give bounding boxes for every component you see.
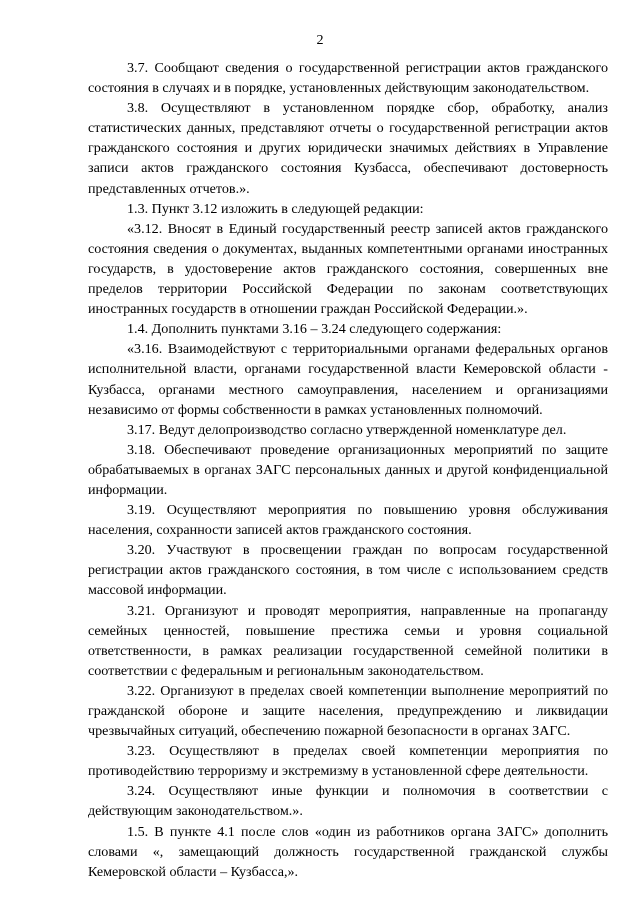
paragraph-1-5: 1.5. В пункте 4.1 после слов «один из работников органа ЗАГС» дополнить словами «, замещающий должность государственной гражданской службы Кемеровской области – Кузбасса,». (88, 823, 608, 880)
paragraph-3-12: «3.12. Вносят в Единый государственный реестр записей актов гражданского состояния сведения о документах, выданных компетентными органами иностранных государств, в удостоверение актов гражданского состояния, совершенных вне пределов территории Российской Федерации по законам соответствующих иностранных государств в отношении граждан Российской Федерации.». (88, 220, 608, 318)
page-number: 2 (316, 32, 324, 48)
document-body (88, 58, 608, 882)
paragraph-3-18: 3.18. Обеспечивают проведение организационных мероприятий по защите обрабатываемых в органах ЗАГС персональных данных и другой конфиденциальной информации. (88, 441, 608, 498)
paragraph-1-3: 1.3. Пункт 3.12 изложить в следующей редакции: (127, 200, 424, 217)
paragraph-3-24: 3.24. Осуществляют иные функции и полномочия в соответствии с действующим законодательством.». (88, 783, 608, 820)
paragraph-3-19: 3.19. Осуществляют мероприятия по повышению уровня обслуживания населения, сохранности записей актов гражданского состояния. (88, 502, 608, 539)
paragraph-1-4: 1.4. Дополнить пунктами 3.16 – 3.24 следующего содержания: (127, 321, 502, 338)
paragraph-3-17: 3.17. Ведут делопроизводство согласно утвержденной номенклатуре дел. (127, 421, 567, 438)
paragraph-3-23: 3.23. Осуществляют в пределах своей компетенции мероприятия по противодействию терроризму и экстремизму в установленной сфере деятельности. (88, 743, 608, 780)
paragraph-3-21: 3.21. Организуют и проводят мероприятия, направленные на пропаганду семейных ценностей, повышение престижа семьи и уровня социальной ответственности, в рамках реализации государственной семейной политики в соответствии с федеральным и региональным законодательством. (88, 602, 608, 679)
paragraph-3-20: 3.20. Участвуют в просвещении граждан по вопросам государственной регистрации актов гражданского состояния, в том числе с использованием средств массовой информации. (88, 542, 608, 599)
paragraph-3-22: 3.22. Организуют в пределах своей компетенции выполнение мероприятий по гражданской обороне и защите населения, предупреждению и ликвидации чрезвычайных ситуаций, обеспечению пожарной безопасности в органах ЗАГС. (88, 682, 608, 740)
paragraph-3-7: 3.7. Сообщают сведения о государственной регистрации актов гражданского состояния в случаях и в порядке, установленных действующим законодательством. (88, 60, 608, 97)
paragraph-3-8: 3.8. Осуществляют в установленном порядке сбор, обработку, анализ статистических данных, представляют отчеты о государственной регистрации актов гражданского состояния и других юридически значимых действиях в Управление записи актов гражданского состояния Кузбасса, обеспечивают достоверность представленных отчетов.». (88, 100, 608, 197)
paragraph-3-16: «3.16. Взаимодействуют с территориальными органами федеральных органов исполнительной власти, органами государственной власти Кемеровской области - Кузбасса, органами местного самоуправления, населением и организациями независимо от формы собственности в рамках установленных полномочий. (88, 341, 608, 418)
